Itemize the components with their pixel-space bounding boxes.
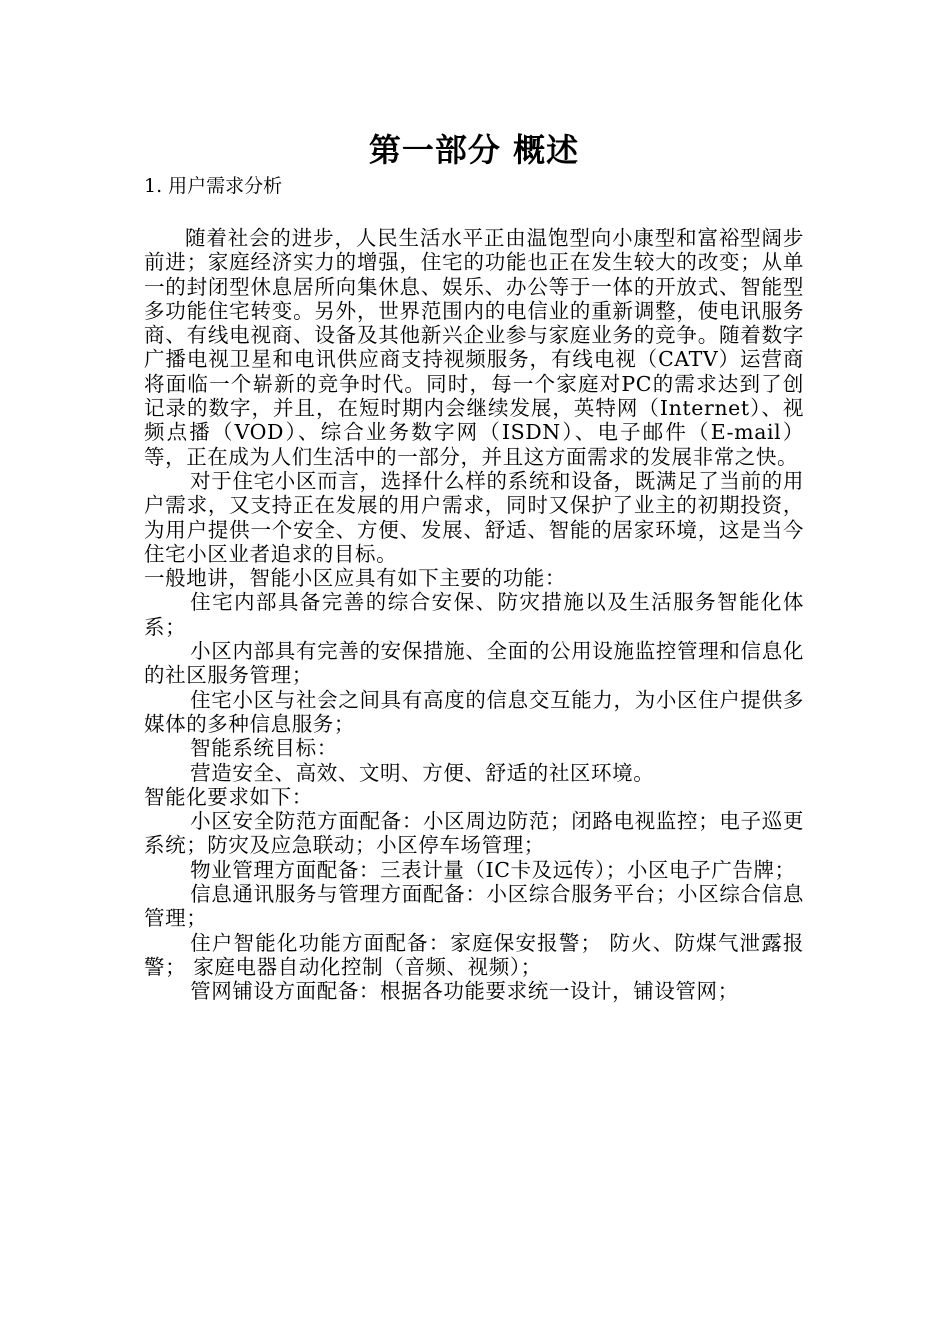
section-heading: 1. 用户需求分析	[144, 175, 283, 197]
paragraph-system-goal: 营造安全、高效、文明、方便、舒适的社区环境。	[190, 760, 655, 785]
paragraph-function-home: 住宅内部具备完善的综合安保、防灾措施以及生活服务智能化体系；	[144, 590, 804, 639]
paragraph-req-household: 住户智能化功能方面配备：家庭保安报警； 防火、防煤气泄露报警； 家庭电器自动化控制（音频、视频）；	[144, 930, 804, 979]
paragraph-req-communication: 信息通讯服务与管理方面配备：小区综合服务平台；小区综合信息管理；	[144, 882, 804, 931]
paragraph-system-goal-label: 智能系统目标：	[190, 736, 338, 761]
paragraph-function-community: 小区内部具有完善的安保措施、全面的公用设施监控管理和信息化的社区服务管理；	[144, 639, 804, 688]
paragraph-req-property: 物业管理方面配备：三表计量（IC卡及远传）；小区电子广告牌；	[190, 857, 796, 882]
paragraph-req-pipeline: 管网铺设方面配备：根据各功能要求统一设计，铺设管网；	[190, 979, 739, 1004]
document-page	[144, 128, 804, 1004]
paragraph-req-security: 小区安全防范方面配备：小区周边防范；闭路电视监控；电子巡更系统；防灾及应急联动；小区停车场管理；	[144, 809, 804, 858]
page-title: 第一部分 概述	[368, 131, 580, 169]
paragraph-requirements-intro: 智能化要求如下：	[144, 784, 313, 809]
paragraph-goal: 对于住宅小区而言，选择什么样的系统和设备，既满足了当前的用户需求，又支持正在发展的用户需求，同时又保护了业主的初期投资，为用户提供一个安全、方便、发展、舒适、智能的居家环境，这是当今住宅小区业者追求的目标。	[144, 468, 804, 566]
paragraph-function-society: 住宅小区与社会之间具有高度的信息交互能力，为小区住户提供多媒体的多种信息服务；	[144, 687, 804, 736]
paragraph-background: 随着社会的进步，人民生活水平正由温饱型向小康型和富裕型阔步前进；家庭经济实力的增强，住宅的功能也正在发生较大的改变；从单一的封闭型休息居所向集休息、娱乐、办公等于一体的开放式、智能型多功能住宅转变。另外，世界范围内的电信业的重新调整，使电讯服务商、有线电视商、设备及其他新兴企业参与家庭业务的竞争。随着数字广播电视卫星和电讯供应商支持视频服务，有线电视（CATV）运营商将面临一个崭新的竞争时代。同时，每一个家庭对PC的需求达到了创记录的数字，并且，在短时期内会继续发展，英特网（Internet）、视频点播（VOD）、综合业务数字网（ISDN）、电子邮件（E-mail）等，正在成为人们生活中的一部分，并且这方面需求的发展非常之快。	[144, 226, 804, 469]
paragraph-functions-intro: 一般地讲，智能小区应具有如下主要的功能：	[144, 566, 566, 591]
